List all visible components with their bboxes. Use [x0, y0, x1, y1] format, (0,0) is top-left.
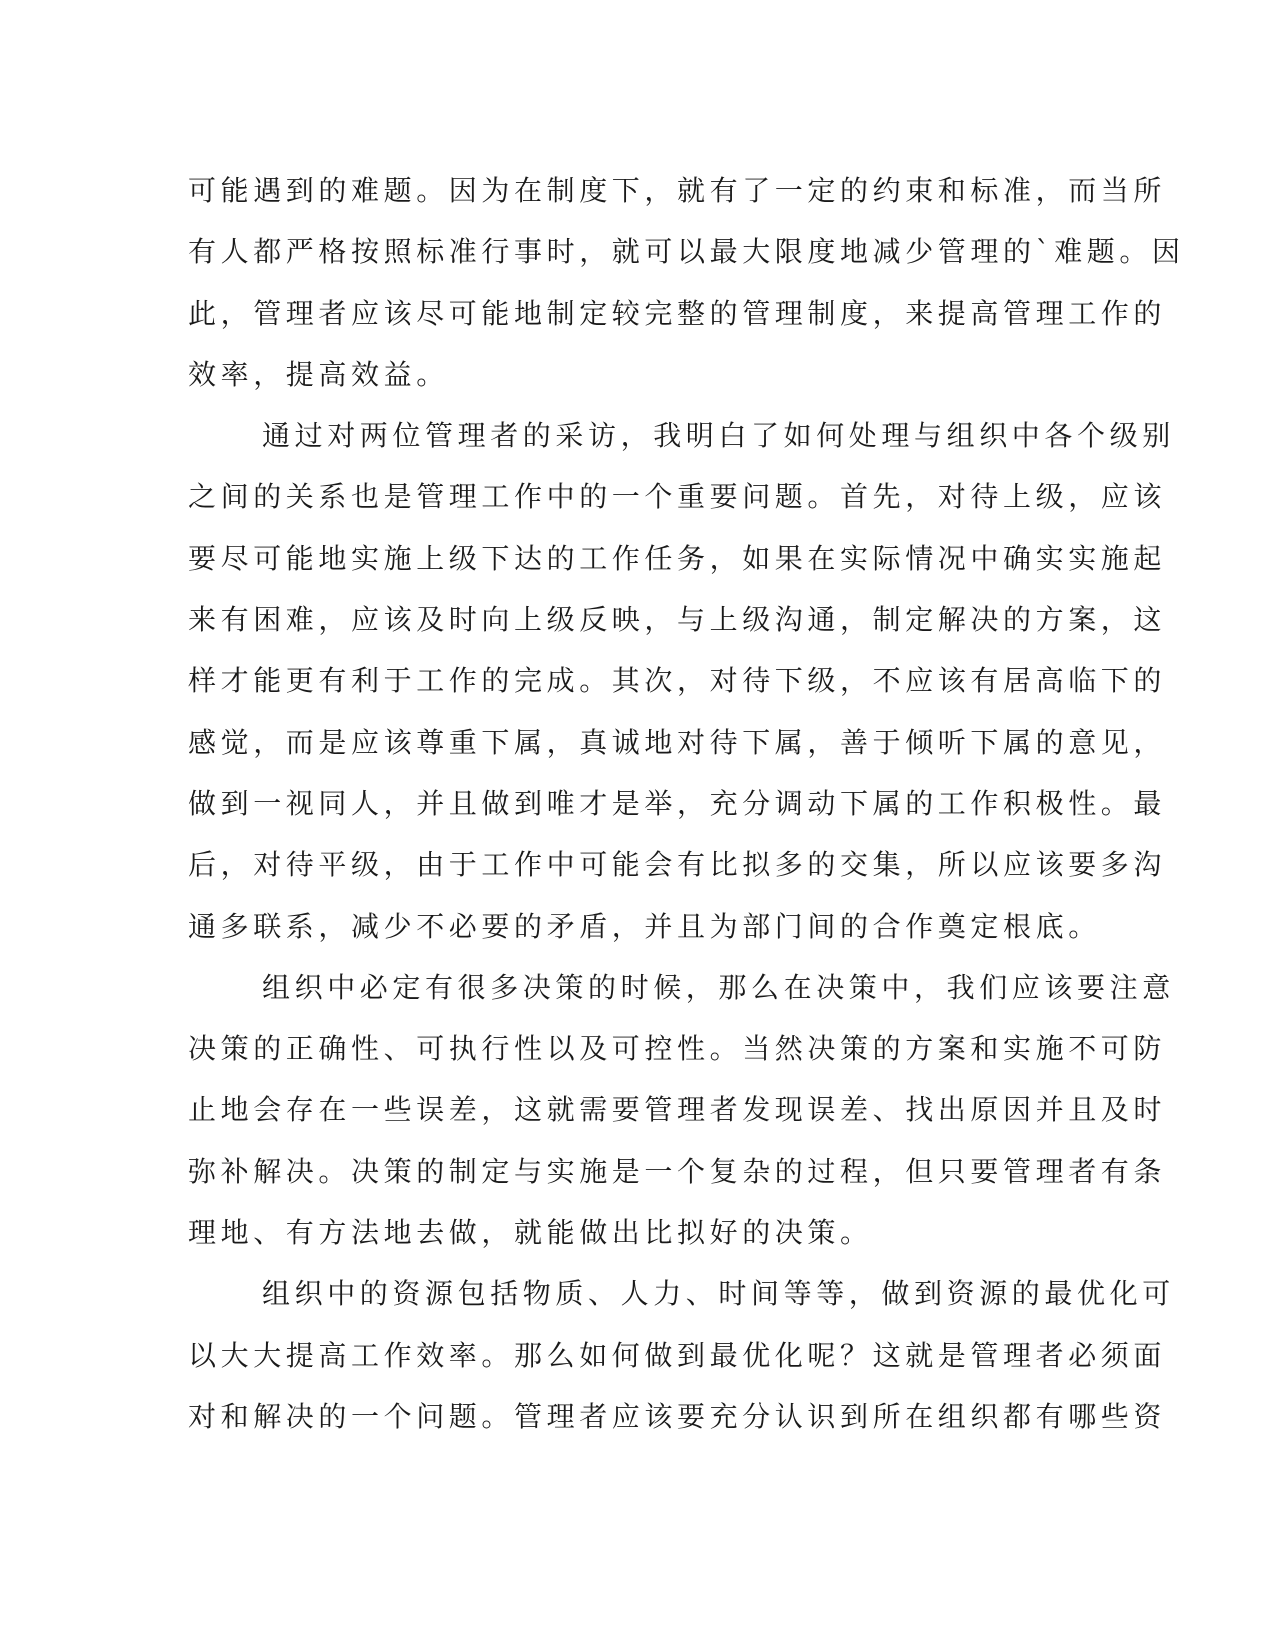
text-line: 弥补解决。决策的制定与实施是一个复杂的过程，但只要管理者有条 [188, 1154, 1167, 1188]
text-line: 来有困难，应该及时向上级反映，与上级沟通，制定解决的方案，这 [188, 603, 1167, 637]
text-line: 理地、有方法地去做，就能做出比拟好的决策。 [188, 1216, 873, 1250]
paragraph-first-line: 组织中的资源包括物质、人力、时间等等，做到资源的最优化可 [262, 1277, 1175, 1311]
text-line: 要尽可能地实施上级下达的工作任务，如果在实际情况中确实实施起 [188, 541, 1167, 575]
paragraph-first-line: 通过对两位管理者的采访，我明白了如何处理与组织中各个级别 [262, 419, 1175, 453]
text-line: 以大大提高工作效率。那么如何做到最优化呢？这就是管理者必须面 [188, 1338, 1167, 1372]
text-line: 之间的关系也是管理工作中的一个重要问题。首先，对待上级，应该 [188, 480, 1167, 514]
text-line: 对和解决的一个问题。管理者应该要充分认识到所在组织都有哪些资 [188, 1399, 1167, 1433]
text-line: 做到一视同人，并且做到唯才是举，充分调动下属的工作积极性。最 [188, 786, 1167, 820]
text-line: 效率，提高效益。 [188, 357, 449, 391]
text-line: 感觉，而是应该尊重下属，真诚地对待下属，善于倾听下属的意见， [188, 725, 1167, 759]
paragraph-first-line: 组织中必定有很多决策的时候，那么在决策中，我们应该要注意 [262, 970, 1175, 1004]
text-line: 决策的正确性、可执行性以及可控性。当然决策的方案和实施不可防 [188, 1032, 1167, 1066]
text-line: 通多联系，减少不必要的矛盾，并且为部门间的合作奠定根底。 [188, 909, 1101, 943]
text-line: 止地会存在一些误差，这就需要管理者发现误差、找出原因并且及时 [188, 1093, 1167, 1127]
text-line: 样才能更有利于工作的完成。其次，对待下级，不应该有居高临下的 [188, 664, 1167, 698]
text-line: 后，对待平级，由于工作中可能会有比拟多的交集，所以应该要多沟 [188, 848, 1167, 882]
document-body [188, 160, 1185, 1447]
text-line: 有人都严格按照标准行事时，就可以最大限度地减少管理的`难题。因 [188, 235, 1185, 269]
text-line: 此，管理者应该尽可能地制定较完整的管理制度，来提高管理工作的 [188, 296, 1167, 330]
text-line: 可能遇到的难题。因为在制度下，就有了一定的约束和标准，而当所 [188, 174, 1167, 207]
